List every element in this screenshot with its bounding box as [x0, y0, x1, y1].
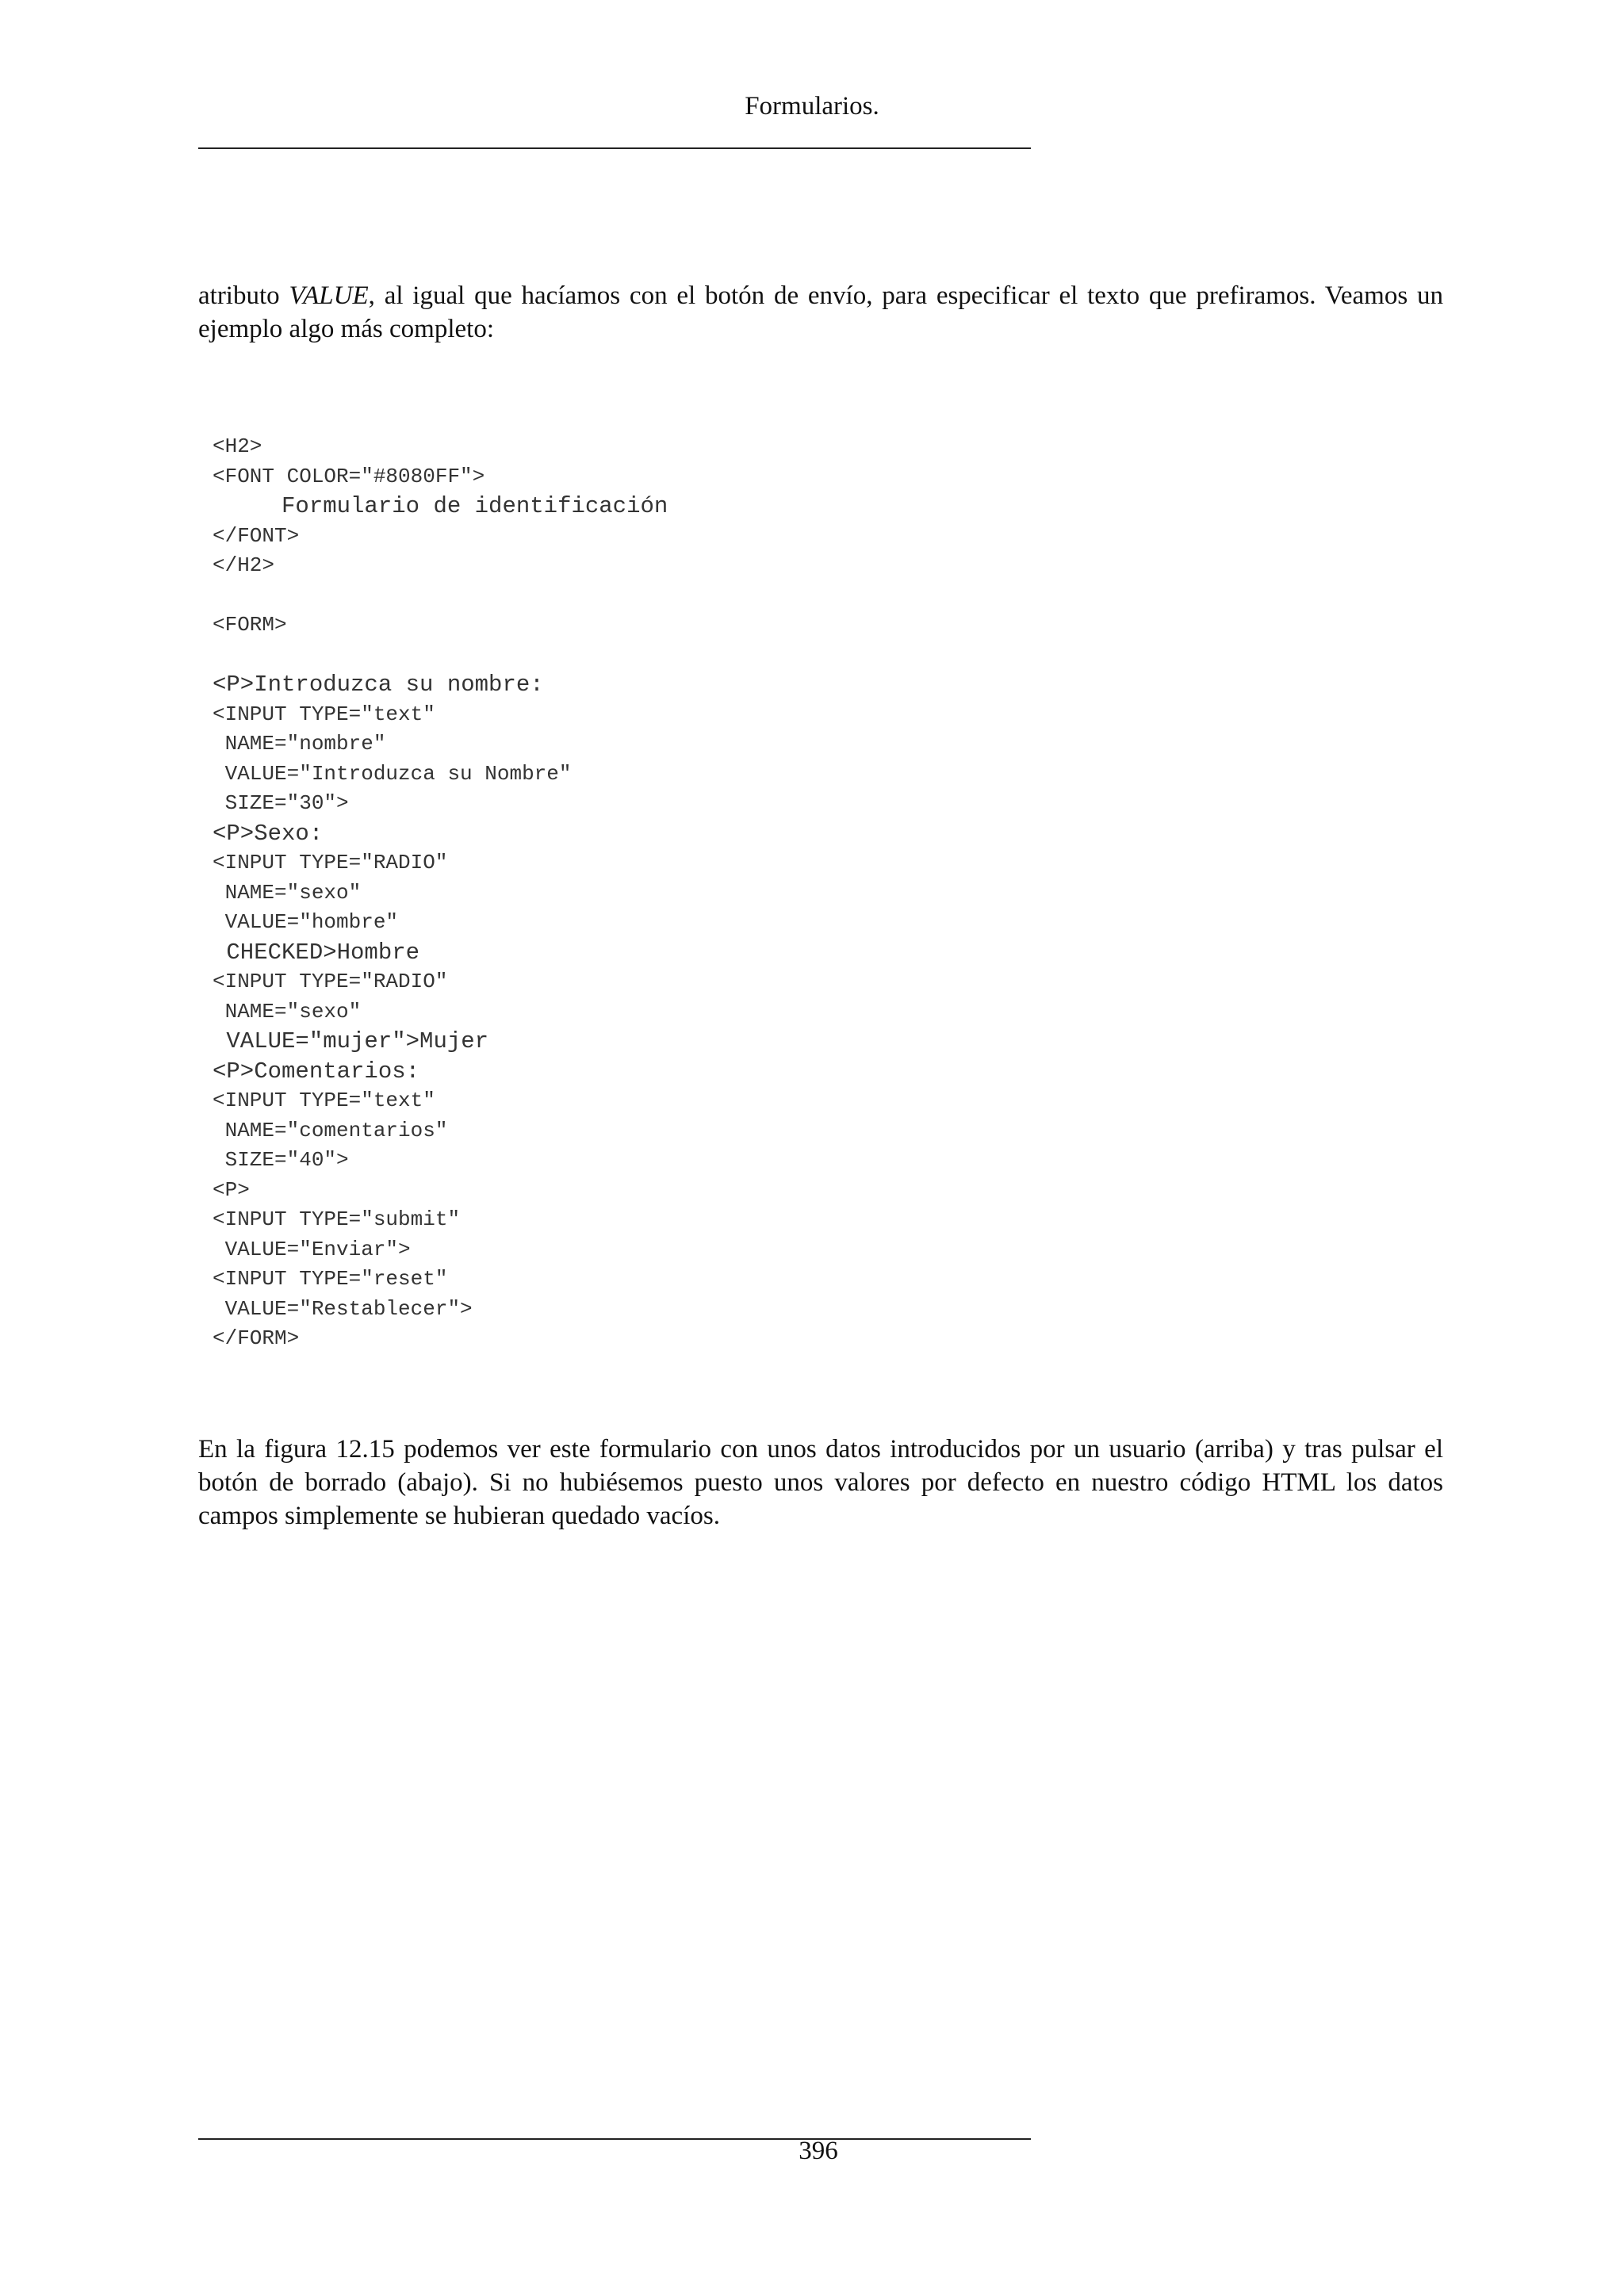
code-line: NAME="sexo" [213, 880, 362, 905]
code-line: </FORM> [213, 1326, 300, 1350]
code-line: <P>Comentarios: [213, 1058, 420, 1085]
code-line: VALUE="Enviar"> [213, 1237, 411, 1261]
page-header-title: Formularios. [745, 92, 879, 121]
header-rule [198, 147, 1031, 149]
code-line: VALUE="Introduzca su Nombre" [213, 761, 572, 786]
code-line: <INPUT TYPE="RADIO" [213, 970, 448, 993]
code-line: <INPUT TYPE="submit" [213, 1207, 461, 1231]
code-line: <P>Sexo: [213, 820, 324, 847]
code-line: NAME="nombre" [213, 732, 386, 756]
code-line: <INPUT TYPE="text" [213, 702, 435, 726]
code-line: SIZE="40"> [213, 1148, 349, 1172]
code-line [213, 581, 668, 611]
page-number: 396 [799, 2137, 838, 2165]
intro-emphasis: VALUE [289, 281, 369, 310]
code-line: <INPUT TYPE="text" [213, 1089, 435, 1112]
code-line [213, 641, 668, 671]
code-line: CHECKED>Hombre [213, 939, 420, 966]
code-line: VALUE="hombre" [213, 910, 399, 934]
code-line: <INPUT TYPE="reset" [213, 1267, 448, 1291]
code-line: <P> [213, 1177, 250, 1202]
code-line: NAME="comentarios" [213, 1118, 448, 1142]
code-line: <INPUT TYPE="RADIO" [213, 851, 448, 874]
code-line: <P>Introduzca su nombre: [213, 672, 544, 698]
intro-text-after: , al igual que hacíamos con el botón de envío, para especificar el texto que prefiramos. Veamos un ejemplo algo más completo: [198, 281, 1443, 343]
code-line: NAME="sexo" [213, 999, 362, 1024]
code-line: <FORM> [213, 613, 287, 637]
code-line: VALUE="mujer">Mujer [213, 1028, 489, 1054]
code-line: SIZE="30"> [213, 791, 349, 815]
intro-paragraph [198, 279, 1443, 346]
code-line: Formulario de identificación [213, 493, 668, 519]
footer-rule [198, 2138, 1031, 2140]
code-line: </FONT> [213, 523, 300, 548]
code-line: <FONT COLOR="#8080FF"> [213, 464, 485, 488]
closing-paragraph: En la figura 12.15 podemos ver este formulario con unos datos introducidos por un usuario (arriba) y tras pulsar el botón de borrado (abajo). Si no hubiésemos puesto unos valores por defecto en nuestro código HTML los datos campos simplemente se hubieran quedado vacíos. [198, 1435, 1443, 1530]
code-line: VALUE="Restablecer"> [213, 1296, 473, 1321]
intro-text-before: atributo [198, 281, 289, 310]
code-listing [213, 432, 668, 1354]
code-line: </H2> [213, 553, 275, 577]
code-line: <H2> [213, 434, 262, 458]
